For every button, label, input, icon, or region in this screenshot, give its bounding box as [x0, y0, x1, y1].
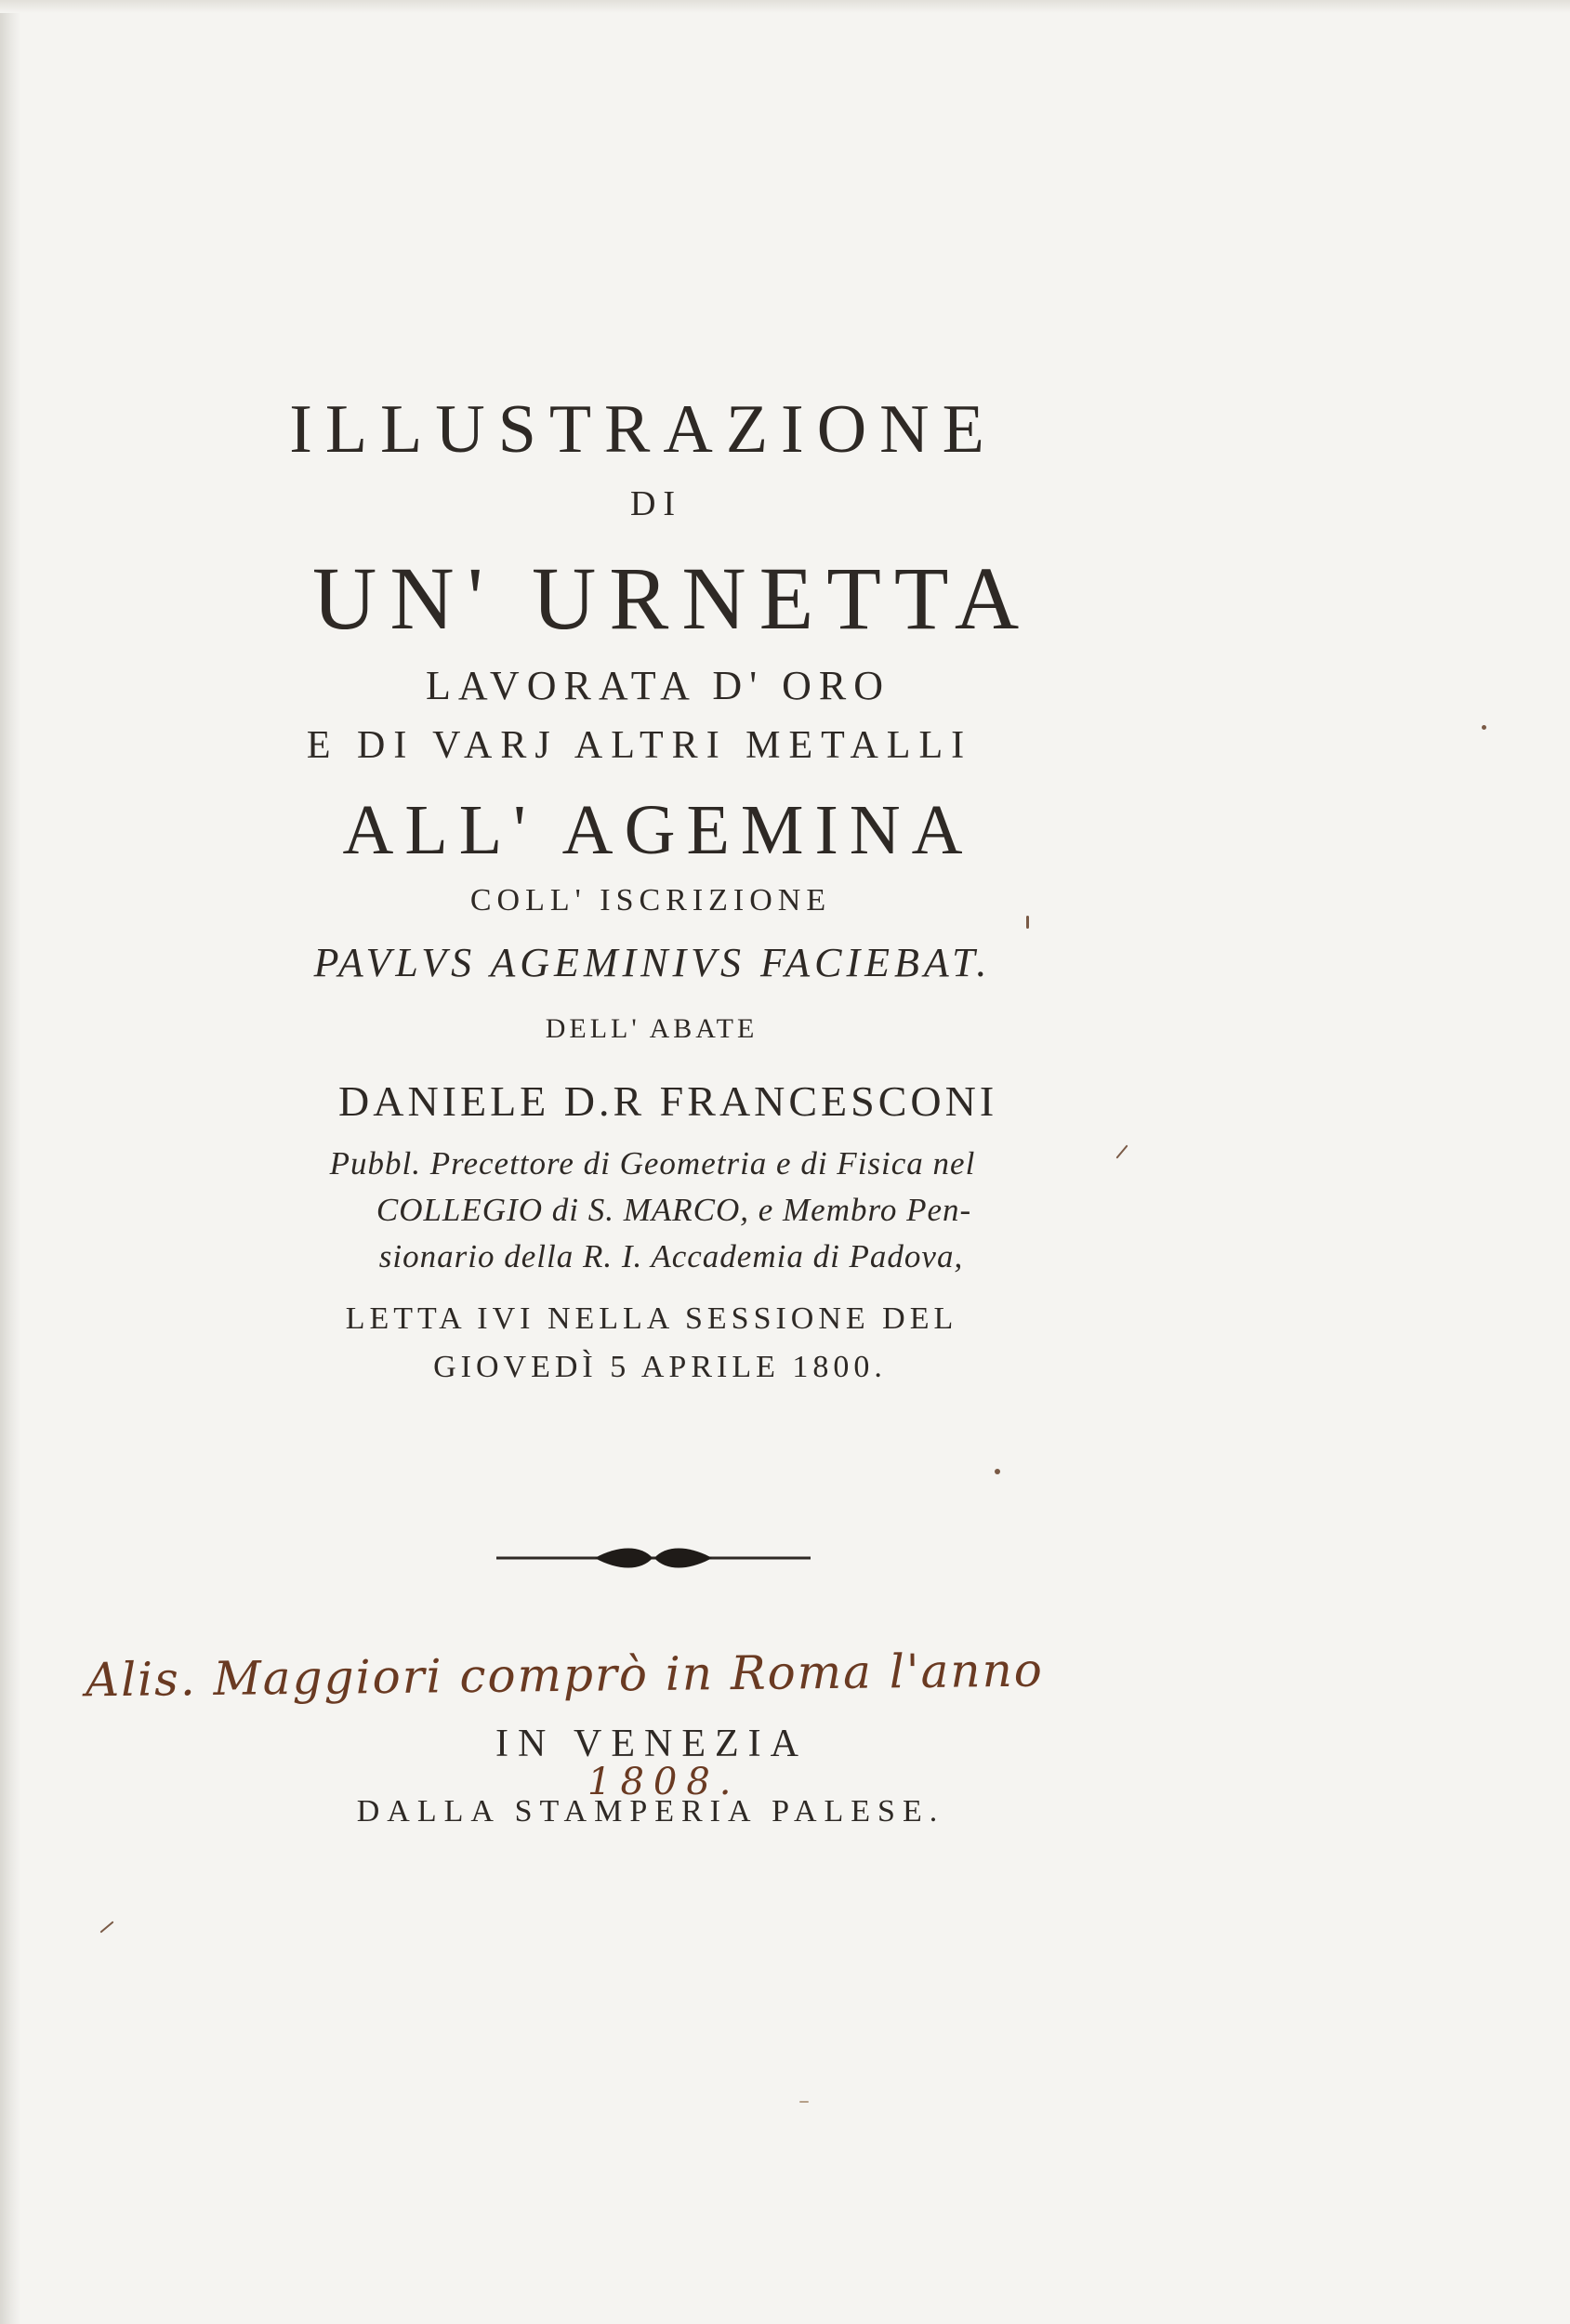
subtitle-line-3: ALL' AGEMINA — [342, 791, 974, 869]
imprint-printer: DALLA STAMPERIA PALESE. — [356, 1794, 945, 1829]
author-description-line-2: COLLEGIO di S. MARCO, e Membro Pen- — [376, 1192, 972, 1228]
foxing-spot — [799, 2101, 809, 2103]
foxing-spot — [995, 1469, 1000, 1474]
page-edge-shadow — [0, 0, 20, 2324]
foxing-spot — [99, 1921, 113, 1933]
foxing-spot — [1026, 916, 1029, 929]
book-subject: UN' URNETTA — [312, 548, 1033, 648]
reading-note-line-1: LETTA IVI NELLA SESSIONE DEL — [345, 1301, 958, 1336]
subtitle-line-1: LAVORATA D' ORO — [425, 663, 891, 708]
title-connector: DI — [629, 484, 683, 523]
reading-note-line-2: GIOVEDÌ 5 APRILE 1800. — [433, 1350, 887, 1384]
ornament-rule — [493, 1539, 814, 1577]
page-top-edge — [0, 0, 1570, 13]
handwritten-year: 1808. — [587, 1761, 741, 1803]
book-title: ILLUSTRAZIONE — [289, 391, 997, 468]
author-prefix: DELL' ABATE — [545, 1013, 759, 1044]
author-description-line-3: sionario della R. I. Accademia di Padova, — [378, 1238, 964, 1274]
foxing-spot — [1115, 1144, 1128, 1158]
imprint-city: IN VENEZIA — [495, 1723, 808, 1765]
subtitle-line-2: E DI VARJ ALTRI METALLI — [306, 724, 973, 767]
latin-inscription: PAVLVS AGEMINIVS FACIEBAT. — [313, 940, 992, 985]
subtitle-line-4: COLL' ISCRIZIONE — [469, 883, 832, 918]
author-description-line-1: Pubbl. Precettore di Geometria e di Fisica nel — [329, 1145, 976, 1182]
foxing-spot — [1482, 725, 1486, 730]
author-name: DANIELE D.R FRANCESCONI — [338, 1077, 998, 1125]
handwritten-provenance-note: Alis. Maggiori comprò in Roma l'anno — [85, 1643, 1045, 1708]
